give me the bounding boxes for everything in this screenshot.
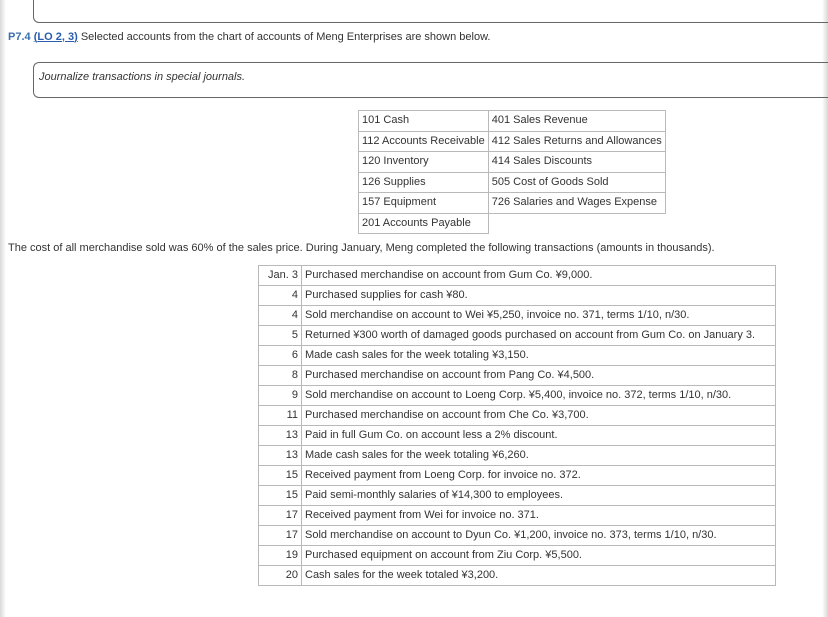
account-left-cell: 112 Accounts Receivable — [359, 131, 489, 152]
transaction-row — [259, 566, 776, 586]
transaction-row — [259, 486, 776, 506]
lo-separator: , — [61, 31, 68, 43]
transaction-row — [259, 546, 776, 566]
account-row — [359, 131, 666, 152]
account-right-cell: 505 Cost of Goods Sold — [488, 172, 665, 193]
previous-answer-box — [33, 0, 828, 23]
transactions-intro: The cost of all merchandise sold was 60% of the sales price. During January, Meng completed the following transactions (amounts in thousands). — [8, 242, 715, 254]
transaction-row — [259, 386, 776, 406]
account-left-cell: 201 Accounts Payable — [359, 213, 489, 234]
transaction-row — [259, 366, 776, 386]
transaction-row — [259, 346, 776, 366]
account-right-cell: 726 Salaries and Wages Expense — [488, 193, 665, 214]
learning-objective-link-3[interactable]: 3 — [67, 31, 75, 43]
transactions-table — [258, 265, 776, 586]
account-row — [359, 213, 666, 234]
transaction-date: 6 — [259, 346, 302, 366]
transaction-date: 15 — [259, 466, 302, 486]
transaction-date: 13 — [259, 446, 302, 466]
account-right-cell: 401 Sales Revenue — [488, 111, 665, 132]
transaction-row — [259, 526, 776, 546]
transaction-description: Returned ¥300 worth of damaged goods purchased on account from Gum Co. on January 3. — [302, 326, 776, 346]
account-row — [359, 152, 666, 173]
transaction-date: 13 — [259, 426, 302, 446]
transaction-row — [259, 286, 776, 306]
transaction-description: Purchased equipment on account from Ziu Corp. ¥5,500. — [302, 546, 776, 566]
transaction-description: Paid in full Gum Co. on account less a 2% discount. — [302, 426, 776, 446]
transaction-description: Sold merchandise on account to Loeng Corp. ¥5,400, invoice no. 372, terms 1/10, n/30. — [302, 386, 776, 406]
instruction-box — [33, 62, 828, 98]
transaction-date: 4 — [259, 306, 302, 326]
account-right-cell: 412 Sales Returns and Allowances — [488, 131, 665, 152]
transaction-date: 17 — [259, 526, 302, 546]
instruction-text: Journalize transactions in special journals. — [39, 71, 246, 83]
problem-text: Selected accounts from the chart of accounts of Meng Enterprises are shown below. — [80, 31, 491, 43]
transaction-date: Jan. 3 — [259, 266, 302, 286]
account-right-cell: 414 Sales Discounts — [488, 152, 665, 173]
account-left-cell: 157 Equipment — [359, 193, 489, 214]
transaction-description: Purchased merchandise on account from Che Co. ¥3,700. — [302, 406, 776, 426]
transaction-date: 4 — [259, 286, 302, 306]
transaction-date: 17 — [259, 506, 302, 526]
transaction-row — [259, 306, 776, 326]
transaction-row — [259, 426, 776, 446]
account-left-cell: 126 Supplies — [359, 172, 489, 193]
transaction-date: 19 — [259, 546, 302, 566]
transaction-date: 8 — [259, 366, 302, 386]
transaction-description: Purchased merchandise on account from Pang Co. ¥4,500. — [302, 366, 776, 386]
learning-objective-link-2[interactable]: LO 2 — [37, 31, 62, 43]
chart-of-accounts-table — [358, 110, 666, 234]
transaction-date: 11 — [259, 406, 302, 426]
transaction-description: Received payment from Loeng Corp. for invoice no. 372. — [302, 466, 776, 486]
transaction-row — [259, 446, 776, 466]
lo-open: ( — [33, 31, 38, 43]
problem-heading — [8, 31, 490, 43]
transaction-description: Purchased supplies for cash ¥80. — [302, 286, 776, 306]
lo-close: ) — [74, 31, 78, 43]
account-row — [359, 193, 666, 214]
transaction-description: Made cash sales for the week totaling ¥3,150. — [302, 346, 776, 366]
transaction-row — [259, 406, 776, 426]
transaction-row — [259, 266, 776, 286]
transaction-description: Purchased merchandise on account from Gum Co. ¥9,000. — [302, 266, 776, 286]
transaction-date: 15 — [259, 486, 302, 506]
transaction-description: Paid semi-monthly salaries of ¥14,300 to employees. — [302, 486, 776, 506]
transaction-date: 5 — [259, 326, 302, 346]
transaction-description: Sold merchandise on account to Dyun Co. ¥1,200, invoice no. 373, terms 1/10, n/30. — [302, 526, 776, 546]
transaction-date: 20 — [259, 566, 302, 586]
transaction-row — [259, 326, 776, 346]
transaction-description: Made cash sales for the week totaling ¥6,260. — [302, 446, 776, 466]
transaction-description: Cash sales for the week totaled ¥3,200. — [302, 566, 776, 586]
transaction-date: 9 — [259, 386, 302, 406]
transaction-row — [259, 506, 776, 526]
problem-code: P7.4 — [8, 31, 31, 43]
account-left-cell: 101 Cash — [359, 111, 489, 132]
transaction-description: Received payment from Wei for invoice no. 371. — [302, 506, 776, 526]
account-left-cell: 120 Inventory — [359, 152, 489, 173]
transaction-description: Sold merchandise on account to Wei ¥5,250, invoice no. 371, terms 1/10, n/30. — [302, 306, 776, 326]
account-row — [359, 172, 666, 193]
account-row — [359, 111, 666, 132]
transaction-row — [259, 466, 776, 486]
